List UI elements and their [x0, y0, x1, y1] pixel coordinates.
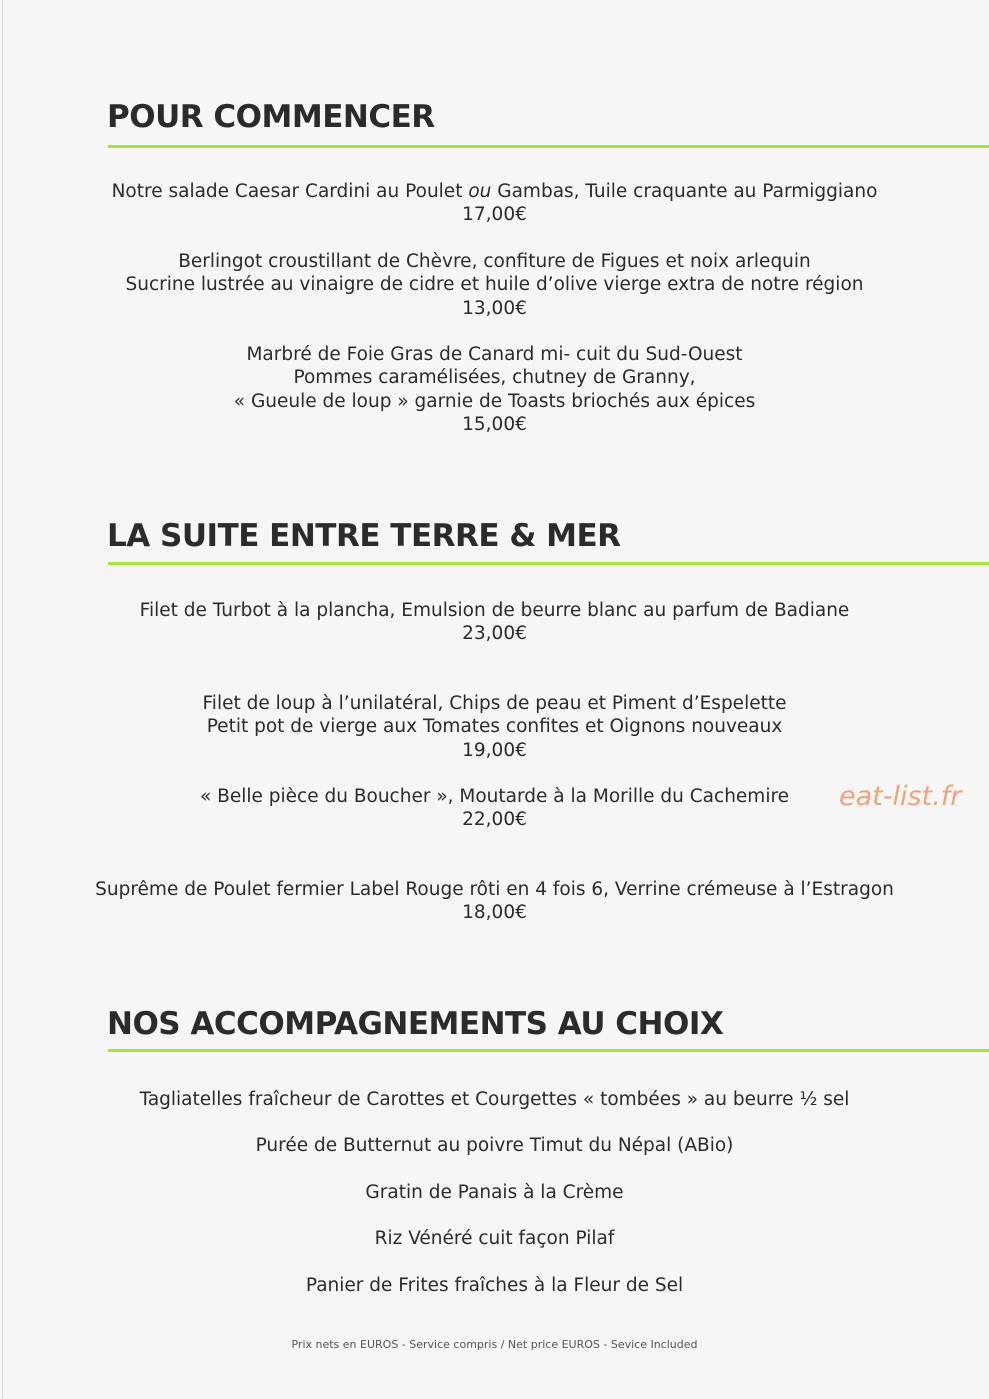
watermark-logo: eat-list.fr [839, 781, 962, 812]
menu-item-description: Petit pot de vierge aux Tomates confites et Oignons nouveaux [206, 716, 783, 738]
section-divider [108, 145, 989, 148]
menu-item-price: 23,00€ [462, 623, 527, 645]
menu-item-description: Marbré de Foie Gras de Canard mi- cuit du Sud-Ouest [246, 344, 743, 365]
section-title-la-suite: LA SUITE ENTRE TERRE & MER [107, 518, 621, 554]
menu-item-description: « Gueule de loup » garnie de Toasts briochés aux épices [233, 390, 756, 412]
menu-item-description: Suprême de Poulet fermier Label Rouge rôti en 4 fois 6, Verrine crémeuse à l’Estragon [95, 879, 894, 900]
menu-item-price: 17,00€ [462, 204, 527, 226]
menu-item-description: Notre salade Caesar Cardini au Poulet ou Gambas, Tuile craquante au Parmiggiano [111, 181, 878, 202]
menu-item-poulet [0, 878, 989, 925]
menu-item-description: Sucrine lustrée au vinaigre de cidre et huile d’olive vierge extra de notre région [125, 274, 864, 296]
side-dish-item: Panier de Frites fraîches à la Fleur de Sel [305, 1275, 684, 1296]
menu-item-description: Berlingot croustillant de Chèvre, confiture de Figues et noix arlequin [178, 251, 811, 272]
side-dish-item: Gratin de Panais à la Crème [365, 1182, 624, 1203]
menu-item-price: 22,00€ [462, 809, 527, 831]
menu-item-price: 18,00€ [462, 902, 527, 924]
menu-item-description: Filet de loup à l’unilatéral, Chips de peau et Piment d’Espelette [202, 693, 787, 714]
menu-item-foie-gras [0, 343, 989, 436]
menu-item-berlingot [0, 250, 989, 320]
side-dish-item: Purée de Butternut au poivre Timut du Népal (ABio) [255, 1135, 734, 1156]
menu-item-description: « Belle pièce du Boucher », Moutarde à la Morille du Cachemire [199, 786, 790, 807]
menu-item-price: 13,00€ [462, 297, 527, 319]
section-divider [108, 1049, 989, 1052]
section-title-accompagnements: NOS ACCOMPAGNEMENTS AU CHOIX [107, 1006, 724, 1042]
side-dish-item: Tagliatelles fraîcheur de Carottes et Courgettes « tombées » au beurre ½ sel [139, 1089, 850, 1110]
menu-item-loup [0, 692, 989, 762]
section-title-pour-commencer: POUR COMMENCER [107, 99, 435, 135]
menu-item-description: Filet de Turbot à la plancha, Emulsion de beurre blanc au parfum de Badiane [139, 600, 850, 621]
menu-item-turbot [0, 599, 989, 646]
menu-item-price: 19,00€ [462, 739, 527, 761]
menu-item-caesar-salad [0, 180, 989, 227]
side-dish-item: Riz Vénéré cuit façon Pilaf [374, 1228, 615, 1249]
section-divider [108, 562, 989, 565]
menu-item-price: 15,00€ [462, 413, 527, 435]
menu-item-description: Pommes caramélisées, chutney de Granny, [293, 367, 696, 389]
footer-price-note: Prix nets en EUROS - Service compris / Net price EUROS - Sevice Included [291, 1338, 698, 1351]
